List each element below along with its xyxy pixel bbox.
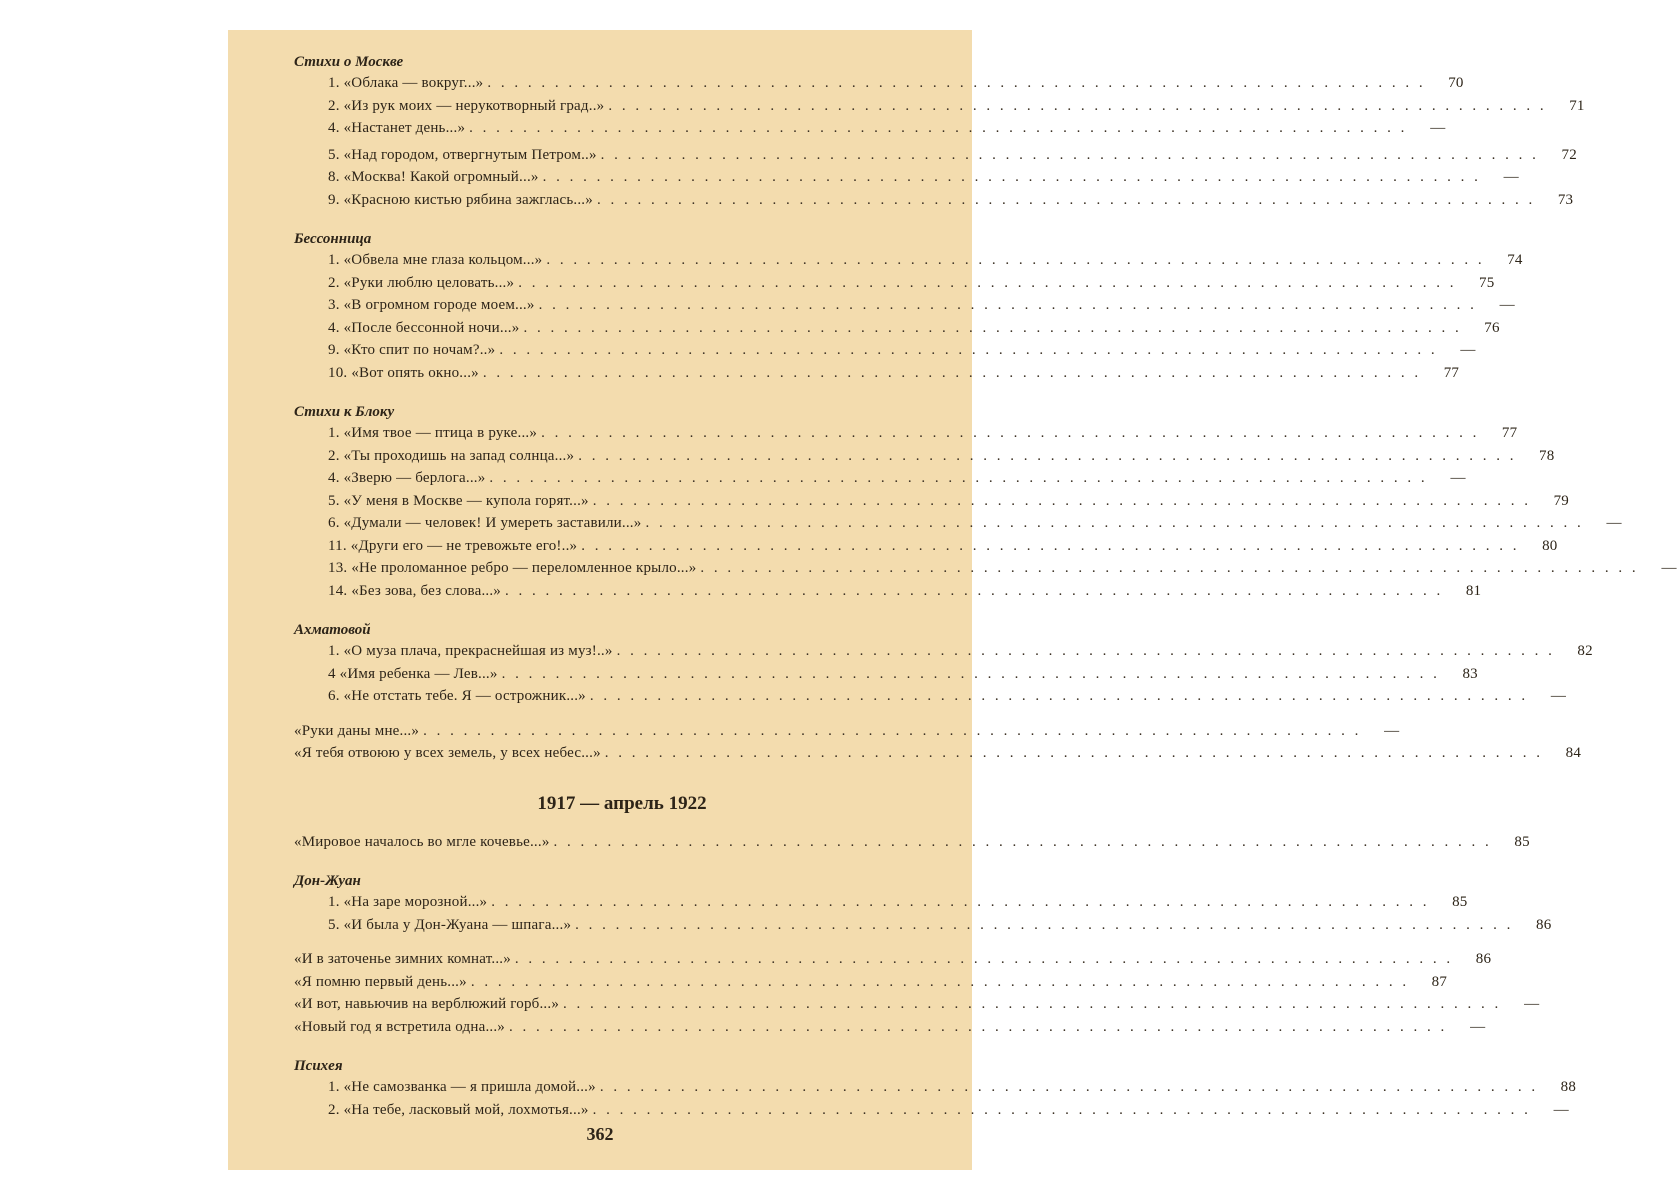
entry-title: «И в заточенье зимних комнат...»: [294, 951, 511, 967]
entry-title: «Думали — человек! И умереть заставили...»: [343, 515, 642, 531]
entry-title: «О муза плача, прекраснейшая из муз!..»: [343, 643, 613, 659]
entry-number: 5.: [328, 492, 340, 509]
spacer: [294, 936, 950, 948]
entry-number: 9.: [328, 191, 340, 208]
entry-number: 2.: [328, 274, 340, 291]
entry-page: 71: [1569, 97, 1585, 114]
dot-leader: [700, 557, 1638, 580]
entry-number: 13.: [328, 560, 348, 576]
entry-number: 9.: [328, 342, 340, 358]
entry-page: 77: [1501, 425, 1518, 441]
entry-title: «Ты проходишь на запад солнца...»: [343, 447, 575, 464]
entry-title: «У меня в Москве — купола горят...»: [343, 492, 589, 509]
toc-entry: [294, 1076, 1577, 1099]
dot-leader: [578, 445, 1516, 468]
entry-page: —: [1524, 996, 1540, 1012]
toc-entry: [294, 339, 1476, 362]
toc-entry: [294, 831, 1530, 854]
dot-leader: [505, 580, 1443, 603]
entry-page: 74: [1507, 252, 1523, 268]
toc-entry: [294, 294, 1515, 317]
dot-leader: [483, 362, 1421, 385]
dot-leader: [491, 891, 1429, 914]
entry-number: 1.: [328, 425, 340, 441]
entry-number: 2.: [328, 97, 340, 114]
entry-page: —: [1384, 722, 1400, 739]
entry-title: «Руки люблю целовать...»: [343, 274, 515, 291]
dot-leader: [471, 971, 1409, 994]
dot-leader: [575, 914, 1513, 937]
entry-title: «И вот, навьючив на верблюжий горб...»: [294, 996, 560, 1012]
entry-number: 1.: [328, 894, 340, 910]
toc-entry: [294, 891, 1468, 914]
entry-title: «Не самозванка — я пришла домой...»: [343, 1079, 596, 1095]
dot-leader: [518, 272, 1456, 295]
toc-entry: [294, 1016, 1486, 1039]
entry-page: 86: [1475, 951, 1492, 967]
entry-page: 79: [1553, 492, 1569, 509]
dot-leader: [600, 1076, 1538, 1099]
entry-title: «Не отстать тебе. Я — острожник...»: [343, 688, 586, 704]
dot-leader: [546, 249, 1484, 272]
section-title-blok: Стихи к Блоку: [294, 404, 395, 420]
dot-leader: [645, 512, 1583, 535]
entry-title: «Обвела мне глаза кольцом...»: [343, 252, 543, 268]
toc-entry: [294, 948, 1492, 971]
entry-page: —: [1470, 1018, 1486, 1035]
entry-page: 86: [1536, 916, 1552, 933]
entry-title: «После бессонной ночи...»: [343, 319, 520, 336]
toc-entry: [294, 362, 1460, 385]
entry-page: —: [1430, 120, 1446, 136]
entry-page: 76: [1484, 319, 1500, 336]
toc-entry: [294, 445, 1555, 468]
table-of-contents: [294, 52, 1677, 1121]
entry-number: 6.: [328, 515, 340, 531]
entry-page: 84: [1565, 745, 1582, 761]
entry-number: 4: [328, 665, 336, 682]
entry-number: 1.: [328, 643, 340, 659]
dot-leader: [523, 317, 1461, 340]
toc-entry: [294, 685, 1567, 708]
toc-entry: [294, 640, 1593, 663]
entry-title: «Имя ребенка — Лев...»: [339, 665, 498, 682]
entry-page: 75: [1479, 274, 1495, 291]
dot-leader: [502, 663, 1440, 686]
dot-leader: [423, 720, 1361, 743]
toc-entry: [294, 95, 1585, 118]
toc-entry: [294, 317, 1500, 340]
toc-entry: [294, 144, 1577, 167]
dot-leader: [515, 948, 1453, 971]
entry-title: «Над городом, отвергнутым Петром..»: [343, 146, 597, 163]
dot-leader: [593, 1099, 1531, 1122]
entry-title: «Имя твое — птица в руке...»: [343, 425, 538, 441]
dot-leader: [554, 831, 1492, 854]
entry-title: «Мировое началось во мгле кочевье...»: [294, 833, 550, 850]
entry-page: 70: [1448, 75, 1464, 91]
entry-title: «На тебе, ласковый мой, лохмотья...»: [343, 1101, 589, 1118]
entry-number: 10.: [328, 364, 348, 381]
toc-entry: [294, 535, 1558, 558]
entry-page: —: [1503, 169, 1519, 185]
entry-title: «Зверю — берлога...»: [343, 470, 486, 486]
dot-leader: [539, 294, 1477, 317]
toc-entry: [294, 189, 1574, 212]
entry-title: «Кто спит по ночам?..»: [343, 342, 496, 358]
dot-leader: [581, 535, 1519, 558]
section-title-don-juan: Дон-Жуан: [294, 873, 361, 889]
toc-entry: [294, 1099, 1569, 1122]
entry-title: «Не проломанное ребро — переломленное крыло...»: [351, 560, 697, 576]
book-page: [228, 30, 1677, 1170]
entry-page: —: [1661, 560, 1677, 576]
period-heading: 1917 — апрель 1922: [537, 792, 707, 814]
section-title-insomnia: Бессонница: [294, 231, 372, 247]
entry-number: 4.: [328, 120, 340, 136]
toc-entry: [294, 720, 1400, 743]
toc-entry: [294, 467, 1466, 490]
dot-leader: [605, 742, 1543, 765]
entry-title: «Красною кистью рябина зажглась...»: [343, 191, 593, 208]
toc-entry: [294, 557, 1677, 580]
section-title-akhmatova: Ахматовой: [294, 622, 371, 638]
dot-leader: [608, 95, 1546, 118]
entry-title: «Из рук моих — нерукотворный град..»: [343, 97, 605, 114]
toc-entry: [294, 166, 1519, 189]
dot-leader: [617, 640, 1555, 663]
toc-entry: [294, 512, 1622, 535]
entry-page: 77: [1443, 364, 1460, 381]
dot-leader: [509, 1016, 1447, 1039]
dot-leader: [541, 422, 1479, 445]
entry-page: —: [1550, 688, 1567, 704]
entry-number: 5.: [328, 916, 340, 933]
dot-leader: [563, 993, 1501, 1016]
entry-number: 3.: [328, 297, 340, 313]
entry-page: 73: [1557, 191, 1574, 208]
dot-leader: [487, 72, 1425, 95]
dot-leader: [499, 339, 1437, 362]
entry-number: 8.: [328, 169, 340, 185]
entry-number: 5.: [328, 146, 340, 163]
entry-number: 6.: [328, 688, 340, 704]
entry-number: 14.: [328, 582, 348, 599]
entry-title: «И была у Дон-Жуана — шпага...»: [343, 916, 572, 933]
entry-number: 1.: [328, 1079, 340, 1095]
entry-page: 80: [1542, 537, 1558, 554]
dot-leader: [543, 166, 1481, 189]
toc-entry: [294, 580, 1482, 603]
entry-page: 88: [1560, 1079, 1577, 1095]
entry-page: —: [1606, 515, 1622, 531]
entry-page: —: [1553, 1101, 1569, 1118]
spacer: [294, 708, 950, 720]
entry-title: «Москва! Какой огромный...»: [343, 169, 539, 185]
entry-title: «Я помню первый день...»: [294, 973, 467, 990]
entry-title: «Други его — не тревожьте его!..»: [350, 537, 578, 554]
entry-number: 1.: [328, 252, 340, 268]
entry-page: 85: [1452, 894, 1468, 910]
dot-leader: [489, 467, 1427, 490]
dot-leader: [601, 144, 1539, 167]
entry-page: 78: [1539, 447, 1555, 464]
toc-entry: [294, 663, 1478, 686]
entry-title: «Настанет день...»: [343, 120, 466, 136]
entry-page: 83: [1462, 665, 1478, 682]
entry-page: 87: [1431, 973, 1448, 990]
toc-entry: [294, 72, 1464, 95]
toc-entry: [294, 993, 1540, 1016]
entry-title: «Новый год я встретила одна...»: [294, 1018, 506, 1035]
entry-number: 2.: [328, 447, 340, 464]
entry-title: «Без зова, без слова...»: [351, 582, 502, 599]
entry-title: «Я тебя отвоюю у всех земель, у всех небес...»: [294, 745, 601, 761]
entry-number: 2.: [328, 1101, 340, 1118]
toc-entry: [294, 914, 1552, 937]
entry-page: —: [1450, 470, 1466, 486]
toc-entry: [294, 971, 1448, 994]
toc-entry: [294, 272, 1495, 295]
toc-entry: [294, 742, 1582, 765]
entry-page: 72: [1561, 146, 1577, 163]
toc-entry: [294, 490, 1569, 513]
entry-number: 4.: [328, 319, 340, 336]
entry-title: «Вот опять окно...»: [351, 364, 479, 381]
entry-title: «Руки даны мне...»: [294, 722, 420, 739]
entry-number: 1.: [328, 75, 340, 91]
toc-entry: [294, 117, 1446, 140]
entry-page: 81: [1465, 582, 1482, 599]
entry-title: «Облака — вокруг...»: [343, 75, 484, 91]
toc-entry: [294, 249, 1523, 272]
section-title-psyche: Психея: [294, 1058, 343, 1074]
dot-leader: [593, 490, 1531, 513]
entry-page: 82: [1577, 643, 1593, 659]
dot-leader: [590, 685, 1528, 708]
dot-leader: [597, 189, 1535, 212]
entry-number: 11.: [328, 537, 347, 554]
entry-page: 85: [1514, 833, 1530, 850]
entry-page: —: [1499, 297, 1515, 313]
entry-number: 4.: [328, 470, 340, 486]
entry-page: —: [1460, 342, 1476, 358]
entry-title: «На заре морозной...»: [343, 894, 488, 910]
section-title-moscow: Стихи о Москве: [294, 54, 404, 70]
page-number: 362: [586, 1124, 614, 1144]
entry-title: «В огромном городе моем...»: [343, 297, 535, 313]
toc-entry: [294, 422, 1518, 445]
dot-leader: [469, 117, 1407, 140]
